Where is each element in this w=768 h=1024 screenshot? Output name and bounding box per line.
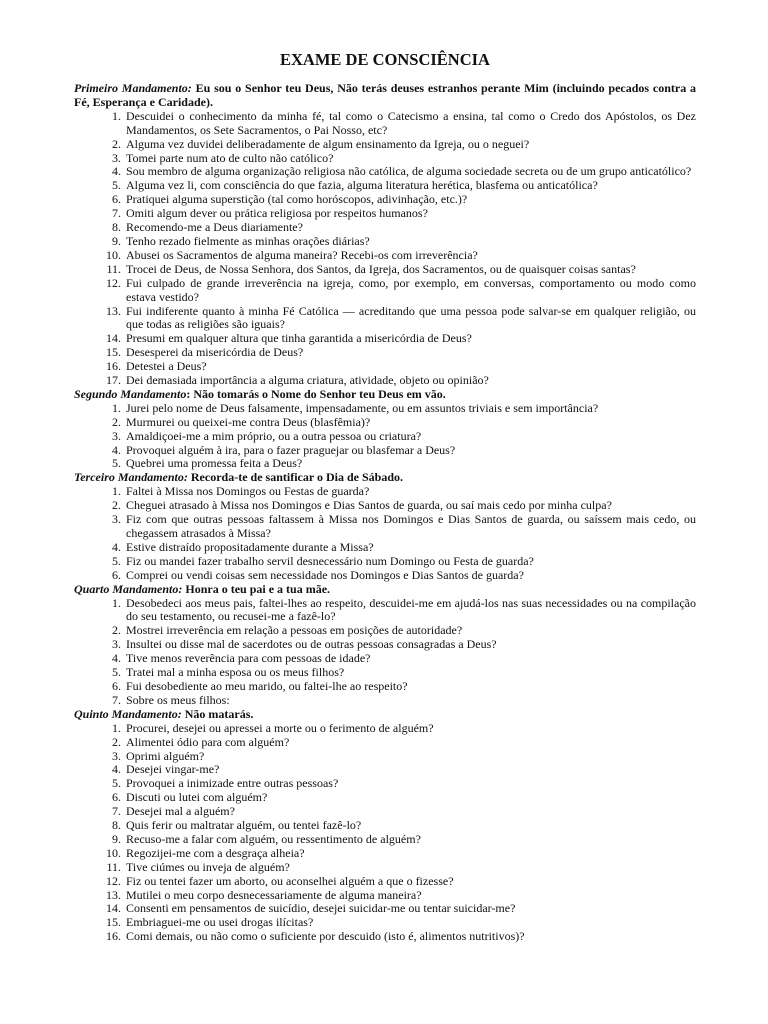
- question-number: 3.: [112, 150, 121, 165]
- question-text: Tratei mal a minha esposa ou os meus filhos?: [126, 665, 345, 680]
- question-list: [74, 722, 696, 945]
- commandment-heading: [74, 388, 696, 402]
- question-number: 11.: [106, 859, 121, 874]
- question-item: [74, 736, 696, 750]
- question-text: Quebrei uma promessa feita a Deus?: [126, 456, 303, 471]
- question-item: [74, 360, 696, 374]
- question-item: [74, 485, 696, 499]
- question-number: 3.: [112, 637, 121, 652]
- question-item: [74, 444, 696, 458]
- question-item: [74, 777, 696, 791]
- question-item: [74, 861, 696, 875]
- question-list: [74, 485, 696, 582]
- question-number: 4.: [112, 442, 121, 457]
- question-number: 6.: [112, 567, 121, 582]
- question-text: Tomei parte num ato de culto não católico?: [126, 150, 334, 165]
- question-number: 6.: [112, 790, 121, 805]
- question-text: Trocei de Deus, de Nossa Senhora, dos Santos, da Igreja, dos Sacramentos, ou de quaisquer coisas santas?: [126, 261, 636, 276]
- question-item: [74, 652, 696, 666]
- question-text: Provoquei a inimizade entre outras pessoas?: [126, 776, 339, 791]
- question-text: Fiz com que outras pessoas faltassem à Missa nos Domingos e Dias Santos de guarda, ou saíssem mais cedo, ou chegassem atrasados à Missa?: [126, 512, 696, 540]
- commandment-section: [74, 388, 696, 471]
- question-number: 4.: [112, 762, 121, 777]
- question-text: Jurei pelo nome de Deus falsamente, impensadamente, ou em assuntos triviais e sem importância?: [126, 400, 599, 415]
- commandment-heading: [74, 471, 696, 485]
- question-item: [74, 235, 696, 249]
- question-item: [74, 902, 696, 916]
- question-item: [74, 499, 696, 513]
- question-text: Fui desobediente ao meu marido, ou faltei-lhe ao respeito?: [126, 678, 408, 693]
- question-number: 5.: [112, 178, 121, 193]
- question-number: 2.: [112, 623, 121, 638]
- question-text: Desesperei da misericórdia de Deus?: [126, 345, 304, 360]
- commandment-text: Honra o teu pai e a tua mãe.: [182, 581, 331, 596]
- question-item: [74, 930, 696, 944]
- question-text: Fiz ou mandei fazer trabalho servil desnecessário num Domingo ou Festa de guarda?: [126, 553, 534, 568]
- question-number: 8.: [112, 818, 121, 833]
- question-item: [74, 221, 696, 235]
- question-number: 5.: [112, 553, 121, 568]
- question-number: 5.: [112, 456, 121, 471]
- commandment-section: [74, 82, 696, 388]
- question-item: [74, 569, 696, 583]
- question-item: [74, 847, 696, 861]
- question-item: [74, 541, 696, 555]
- question-number: 15.: [106, 345, 121, 360]
- question-text: Consenti em pensamentos de suicídio, desejei suicidar-me ou tentar suicidar-me?: [126, 901, 516, 916]
- question-list: [74, 402, 696, 472]
- question-item: [74, 402, 696, 416]
- question-text: Alimentei ódio para com alguém?: [126, 734, 290, 749]
- question-text: Provoquei alguém à ira, para o fazer praguejar ou blasfemar a Deus?: [126, 442, 456, 457]
- commandment-text: Recorda-te de santificar o Dia de Sábado.: [187, 470, 403, 485]
- question-number: 2.: [112, 414, 121, 429]
- question-number: 7.: [112, 206, 121, 221]
- question-number: 2.: [112, 498, 121, 513]
- question-item: [74, 430, 696, 444]
- question-text: Discuti ou lutei com alguém?: [126, 790, 268, 805]
- question-item: [74, 513, 696, 541]
- question-list: [74, 110, 696, 388]
- question-number: 17.: [106, 373, 121, 388]
- commandment-heading: [74, 583, 696, 597]
- question-text: Omiti algum dever ou prática religiosa por respeitos humanos?: [126, 206, 428, 221]
- question-text: Sou membro de alguma organização religiosa não católica, de alguma sociedade secreta ou de um grupo anticatólico?: [126, 164, 692, 179]
- question-number: 15.: [106, 915, 121, 930]
- question-text: Regozijei-me com a desgraça alheia?: [126, 845, 305, 860]
- question-item: [74, 263, 696, 277]
- question-text: Abusei os Sacramentos de alguma maneira? Recebi-os com irreverência?: [126, 247, 478, 262]
- question-number: 11.: [106, 261, 121, 276]
- question-item: [74, 416, 696, 430]
- question-number: 9.: [112, 831, 121, 846]
- question-item: [74, 457, 696, 471]
- question-number: 12.: [106, 275, 121, 290]
- question-text: Procurei, desejei ou apressei a morte ou o ferimento de alguém?: [126, 720, 434, 735]
- commandment-text: : Não tomarás o Nome do Senhor teu Deus em vão.: [186, 386, 446, 401]
- question-text: Estive distraído propositadamente durante a Missa?: [126, 539, 374, 554]
- question-item: [74, 666, 696, 680]
- question-number: 2.: [112, 136, 121, 151]
- question-item: [74, 638, 696, 652]
- question-number: 13.: [106, 887, 121, 902]
- question-number: 6.: [112, 192, 121, 207]
- question-number: 4.: [112, 539, 121, 554]
- question-text: Insultei ou disse mal de sacerdotes ou de outras pessoas consagradas a Deus?: [126, 637, 497, 652]
- commandment-name: Terceiro Mandamento:: [74, 470, 188, 485]
- question-number: 5.: [112, 776, 121, 791]
- question-item: [74, 875, 696, 889]
- commandment-sections: [74, 82, 696, 944]
- commandment-text: Eu sou o Senhor teu Deus, Não terás deuses estranhos perante Mim (incluindo pecados contra a Fé, Esperança e Caridade).: [74, 81, 696, 109]
- question-number: 6.: [112, 678, 121, 693]
- question-list: [74, 597, 696, 708]
- commandment-name: Quinto Mandamento:: [74, 706, 182, 721]
- question-number: 14.: [106, 901, 121, 916]
- question-item: [74, 332, 696, 346]
- commandment-text: Não matarás.: [181, 706, 254, 721]
- question-item: [74, 277, 696, 305]
- commandment-section: [74, 583, 696, 708]
- commandment-name: Quarto Mandamento:: [74, 581, 183, 596]
- question-number: 12.: [106, 873, 121, 888]
- question-number: 10.: [106, 247, 121, 262]
- question-item: [74, 249, 696, 263]
- question-item: [74, 555, 696, 569]
- question-item: [74, 110, 696, 138]
- question-number: 3.: [112, 748, 121, 763]
- question-number: 4.: [112, 164, 121, 179]
- question-item: [74, 680, 696, 694]
- question-text: Recuso-me a falar com alguém, ou ressentimento de alguém?: [126, 831, 421, 846]
- commandment-section: [74, 471, 696, 582]
- question-item: [74, 152, 696, 166]
- question-number: 1.: [112, 108, 121, 123]
- question-text: Fiz ou tentei fazer um aborto, ou aconselhei alguém a que o fizesse?: [126, 873, 454, 888]
- commandment-heading: [74, 82, 696, 110]
- question-number: 5.: [112, 665, 121, 680]
- question-text: Dei demasiada importância a alguma criatura, atividade, objeto ou opinião?: [126, 373, 489, 388]
- question-text: Mutilei o meu corpo desnecessariamente de alguma maneira?: [126, 887, 422, 902]
- question-number: 7.: [112, 804, 121, 819]
- commandment-section: [74, 708, 696, 944]
- question-number: 10.: [106, 845, 121, 860]
- question-number: 14.: [106, 331, 121, 346]
- question-number: 7.: [112, 692, 121, 707]
- question-text: Presumi em qualquer altura que tinha garantida a misericórdia de Deus?: [126, 331, 472, 346]
- question-item: [74, 193, 696, 207]
- question-item: [74, 165, 696, 179]
- question-text: Recomendo-me a Deus diariamente?: [126, 220, 303, 235]
- question-text: Comi demais, ou não como o suficiente por descuido (isto é, alimentos nutritivos)?: [126, 929, 525, 944]
- question-item: [74, 694, 696, 708]
- commandment-name: Primeiro Mandamento:: [74, 81, 192, 95]
- question-item: [74, 179, 696, 193]
- question-text: Mostrei irreverência em relação a pessoas em posições de autoridade?: [126, 623, 463, 638]
- question-text: Fui indiferente quanto à minha Fé Católica — acreditando que uma pessoa pode salvar-se em qualquer religião, ou que todas as religiões são iguais?: [126, 303, 696, 332]
- question-item: [74, 624, 696, 638]
- question-number: 3.: [112, 428, 121, 443]
- question-text: Tenho rezado fielmente as minhas orações diárias?: [126, 233, 370, 248]
- question-item: [74, 722, 696, 736]
- question-text: Detestei a Deus?: [126, 359, 207, 374]
- commandment-name: Segundo Mandamento: [74, 386, 187, 401]
- question-item: [74, 833, 696, 847]
- question-item: [74, 346, 696, 360]
- question-item: [74, 750, 696, 764]
- question-text: Cheguei atrasado à Missa nos Domingos e Dias Santos de guarda, ou saí mais cedo por minha culpa?: [126, 498, 612, 513]
- question-number: 9.: [112, 233, 121, 248]
- question-text: Amaldiçoei-me a mim próprio, ou a outra pessoa ou criatura?: [126, 428, 422, 443]
- question-number: 3.: [112, 512, 121, 527]
- question-item: [74, 819, 696, 833]
- question-item: [74, 889, 696, 903]
- question-item: [74, 916, 696, 930]
- question-text: Oprimi alguém?: [126, 748, 205, 763]
- question-number: 1.: [112, 720, 121, 735]
- question-number: 2.: [112, 734, 121, 749]
- question-text: Desobedeci aos meus pais, faltei-lhes ao respeito, descuidei-me em ajudá-los nas suas necessidades ou na compilação do seu testamento, ou recusei-me a fazê-lo?: [126, 595, 696, 624]
- question-text: Faltei à Missa nos Domingos ou Festas de guarda?: [126, 484, 370, 499]
- question-number: 1.: [112, 484, 121, 499]
- question-text: Pratiquei alguma superstição (tal como horóscopos, adivinhação, etc.)?: [126, 192, 468, 207]
- question-item: [74, 763, 696, 777]
- question-text: Quis ferir ou maltratar alguém, ou tentei fazê-lo?: [126, 818, 362, 833]
- question-number: 1.: [112, 400, 121, 415]
- question-text: Tive menos reverência para com pessoas de idade?: [126, 651, 371, 666]
- question-text: Tive ciúmes ou inveja de alguém?: [126, 859, 290, 874]
- question-number: 13.: [106, 303, 121, 318]
- question-text: Descuidei o conhecimento da minha fé, tal como o Catecismo a ensina, tal como o Credo dos Apóstolos, os Dez Mandamentos, os Sete Sacramentos, o Pai Nosso, etc?: [126, 108, 696, 137]
- question-text: Alguma vez duvidei deliberadamente de algum ensinamento da Igreja, ou o neguei?: [126, 136, 530, 151]
- question-item: [74, 207, 696, 221]
- question-item: [74, 805, 696, 819]
- question-text: Desejei vingar-me?: [126, 762, 220, 777]
- question-item: [74, 791, 696, 805]
- document-title: EXAME DE CONSCIÊNCIA: [280, 50, 490, 69]
- question-number: 8.: [112, 220, 121, 235]
- question-text: Fui culpado de grande irreverência na igreja, como, por exemplo, em conversas, comportamento ou modo como estava vestido?: [126, 275, 696, 304]
- question-item: [74, 374, 696, 388]
- question-number: 16.: [106, 929, 121, 944]
- question-text: Murmurei ou queixei-me contra Deus (blasfêmia)?: [126, 414, 371, 429]
- question-text: Embriaguei-me ou usei drogas ilícitas?: [126, 915, 314, 930]
- question-text: Alguma vez li, com consciência do que fazia, alguma literatura herética, blasfema ou anticatólica?: [126, 178, 598, 193]
- commandment-heading: [74, 708, 696, 722]
- question-text: Desejei mal a alguém?: [126, 804, 235, 819]
- question-number: 1.: [112, 595, 121, 610]
- question-item: [74, 138, 696, 152]
- question-number: 16.: [106, 359, 121, 374]
- question-text: Sobre os meus filhos:: [126, 692, 230, 707]
- question-text: Comprei ou vendi coisas sem necessidade nos Domingos e Dias Santos de guarda?: [126, 567, 524, 582]
- question-number: 4.: [112, 651, 121, 666]
- question-item: [74, 305, 696, 333]
- question-item: [74, 597, 696, 625]
